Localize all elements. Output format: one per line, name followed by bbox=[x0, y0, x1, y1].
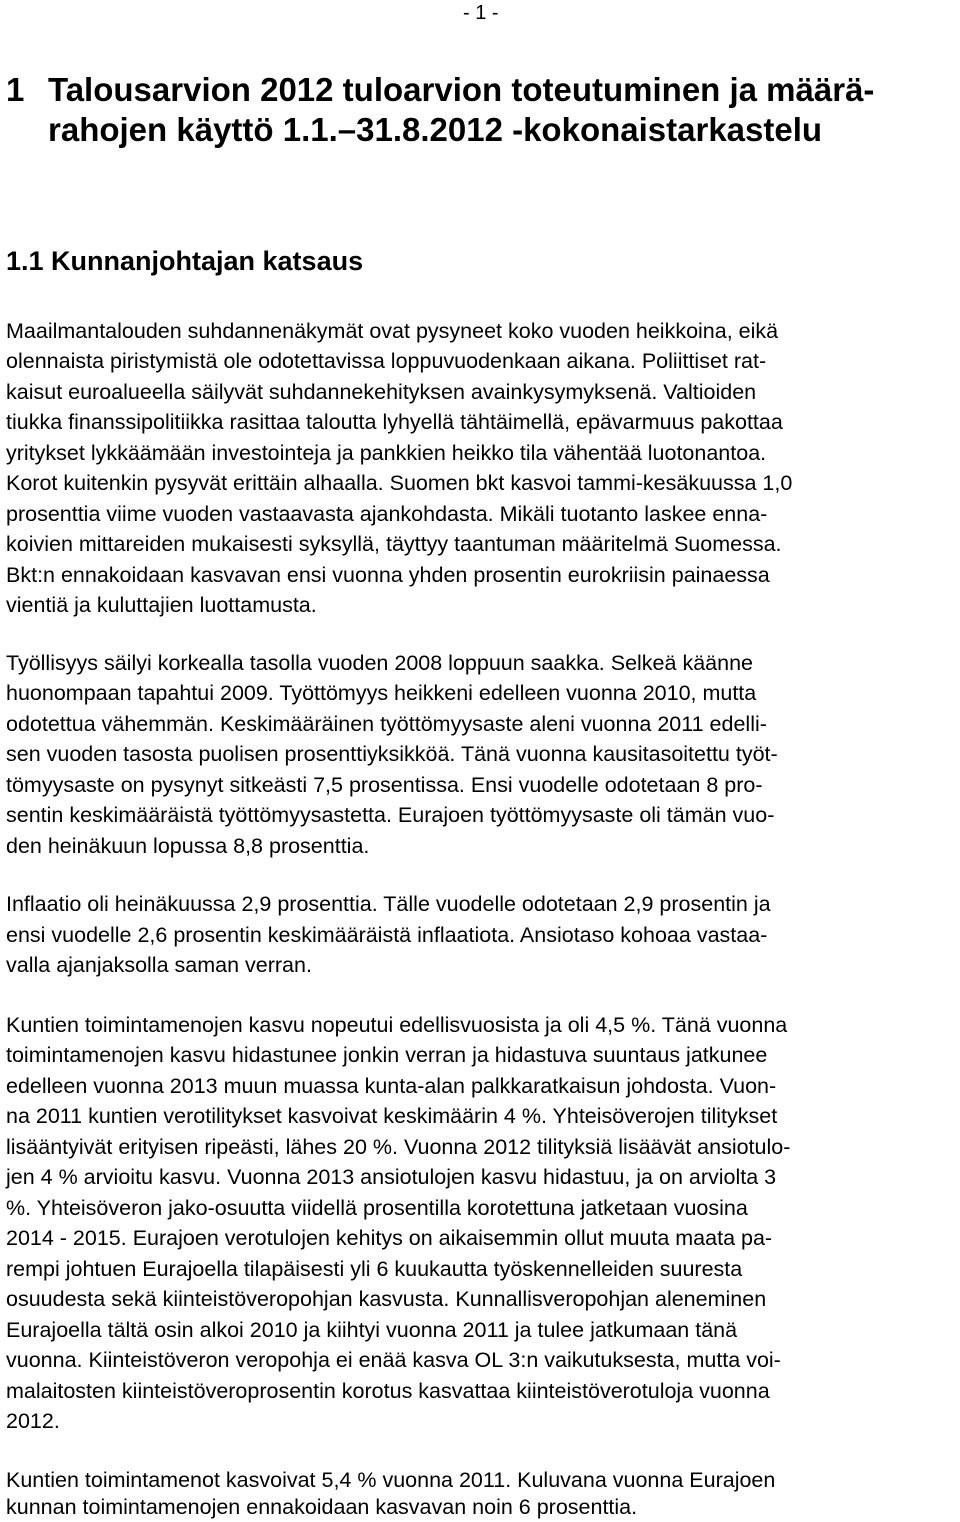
paragraph-line: valla ajanjaksolla saman verran. bbox=[6, 953, 312, 977]
paragraph-line: rempi johtuen Eurajoella tilapäisesti yli 6 kuukautta työskennelleiden suuresta bbox=[6, 1257, 743, 1281]
main-heading-line: Talousarvion 2012 tuloarvion toteutuminen ja määrä- bbox=[48, 71, 875, 108]
paragraph-line: lisääntyivät erityisen ripeästi, lähes 20 %. Vuonna 2012 tilityksiä lisäävät ansiotulo- bbox=[6, 1135, 791, 1159]
paragraph-line: 2014 - 2015. Eurajoen verotulojen kehitys on aikaisemmin ollut muuta maata pa- bbox=[6, 1226, 773, 1250]
paragraph-line: koivien mittareiden mukaisesti syksyllä, täyttyy taantuman määritelmä Suomessa. bbox=[6, 532, 782, 556]
paragraph-line: jen 4 % arvioitu kasvu. Vuonna 2013 ansiotulojen kasvu hidastuu, ja on arviolta 3 bbox=[6, 1165, 777, 1189]
paragraph-line: edelleen vuonna 2013 muun muassa kunta-alan palkkaratkaisun johdosta. Vuon- bbox=[6, 1074, 777, 1098]
main-heading-number: 1 bbox=[6, 71, 25, 108]
main-heading bbox=[6, 70, 874, 150]
paragraph-line: tiukka finanssipolitiikka rasittaa taloutta lyhyellä tähtäimellä, epävarmuus pakottaa bbox=[6, 410, 783, 434]
paragraph-line: vientiä ja kuluttajien luottamusta. bbox=[6, 593, 317, 617]
paragraph-line: odotettua vähemmän. Keskimääräinen työttömyysaste aleni vuonna 2011 edelli- bbox=[6, 712, 767, 736]
paragraph-line: Maailmantalouden suhdannenäkymät ovat pysyneet koko vuoden heikkoina, eikä bbox=[6, 319, 779, 343]
paragraph-line: Bkt:n ennakoidaan kasvavan ensi vuonna yhden prosentin eurokriisin painaessa bbox=[6, 563, 770, 587]
paragraph-line: kunnan toimintamenojen ennakoidaan kasvavan noin 6 prosenttia. bbox=[6, 1495, 638, 1519]
paragraph-line: Inflaatio oli heinäkuussa 2,9 prosenttia. Tälle vuodelle odotetaan 2,9 prosentin ja bbox=[6, 892, 771, 916]
paragraph-line: osuudesta sekä kiinteistöveropohjan kasvusta. Kunnallisveropohjan aleneminen bbox=[6, 1287, 767, 1311]
paragraph-line: 2012. bbox=[6, 1409, 60, 1433]
paragraph-line: %. Yhteisöveron jako-osuutta viidellä prosentilla korotettuna jatketaan vuosina bbox=[6, 1196, 748, 1220]
paragraph-line: prosenttia viime vuoden vastaavasta ajankohdasta. Mikäli tuotanto laskee enna- bbox=[6, 502, 768, 526]
paragraph-line: den heinäkuun lopussa 8,8 prosenttia. bbox=[6, 834, 370, 858]
paragraph-line: Kuntien toimintamenojen kasvu nopeutui edellisvuosista ja oli 4,5 %. Tänä vuonna bbox=[6, 1013, 788, 1037]
paragraph-line: sen vuoden tasosta puolisen prosenttiyksikköä. Tänä vuonna kausitasoitettu työt- bbox=[6, 742, 778, 766]
paragraph-line: yritykset lykkäämään investointeja ja pankkien heikko tila vähentää luotonantoa. bbox=[6, 441, 767, 465]
paragraph-line: tömyysaste on pysynyt sitkeästi 7,5 prosentissa. Ensi vuodelle odotetaan 8 pro- bbox=[6, 773, 763, 797]
paragraph-line: toimintamenojen kasvu hidastunee jonkin verran ja hidastuva suuntaus jatkunee bbox=[6, 1043, 768, 1067]
paragraph-line: Eurajoella tältä osin alkoi 2010 ja kiihtyi vuonna 2011 ja tulee jatkumaan tänä bbox=[6, 1318, 738, 1342]
paragraph-line: sentin keskimääräistä työttömyysastetta. Eurajoen työttömyysaste oli tämän vuo- bbox=[6, 803, 775, 827]
paragraph-line: Kuntien toimintamenot kasvoivat 5,4 % vuonna 2011. Kuluvana vuonna Eurajoen bbox=[6, 1468, 776, 1492]
section-heading: 1.1 Kunnanjohtajan katsaus bbox=[6, 246, 364, 276]
paragraph-line: ensi vuodelle 2,6 prosentin keskimääräistä inflaatiota. Ansiotaso kohoaa vastaa- bbox=[6, 923, 768, 947]
paragraph-line: Työllisyys säilyi korkealla tasolla vuoden 2008 loppuun saakka. Selkeä käänne bbox=[6, 651, 753, 675]
paragraph-line: malaitosten kiinteistöveroprosentin korotus kasvattaa kiinteistöverotuloja vuonna bbox=[6, 1379, 770, 1403]
paragraph-line: olennaista piristymistä ole odotettavissa loppuvuodenkaan aikana. Poliittiset rat- bbox=[6, 349, 767, 373]
paragraph-line: vuonna. Kiinteistöveron veropohja ei enää kasva OL 3:n vaikutuksesta, mutta voi- bbox=[6, 1348, 781, 1372]
paragraph-line: huonompaan tapahtui 2009. Työttömyys heikkeni edelleen vuonna 2010, mutta bbox=[6, 681, 757, 705]
page-number: - 1 - bbox=[463, 2, 499, 24]
paragraph-line: Korot kuitenkin pysyvät erittäin alhaalla. Suomen bkt kasvoi tammi-kesäkuussa 1,0 bbox=[6, 471, 793, 495]
paragraph-line: kaisut euroalueella säilyvät suhdannekehityksen avainkysymyksenä. Valtioiden bbox=[6, 380, 757, 404]
paragraph-line: na 2011 kuntien verotilitykset kasvoivat keskimäärin 4 %. Yhteisöverojen tilitykset bbox=[6, 1104, 778, 1128]
main-heading-line: rahojen käyttö 1.1.–31.8.2012 -kokonaistarkastelu bbox=[48, 111, 823, 148]
